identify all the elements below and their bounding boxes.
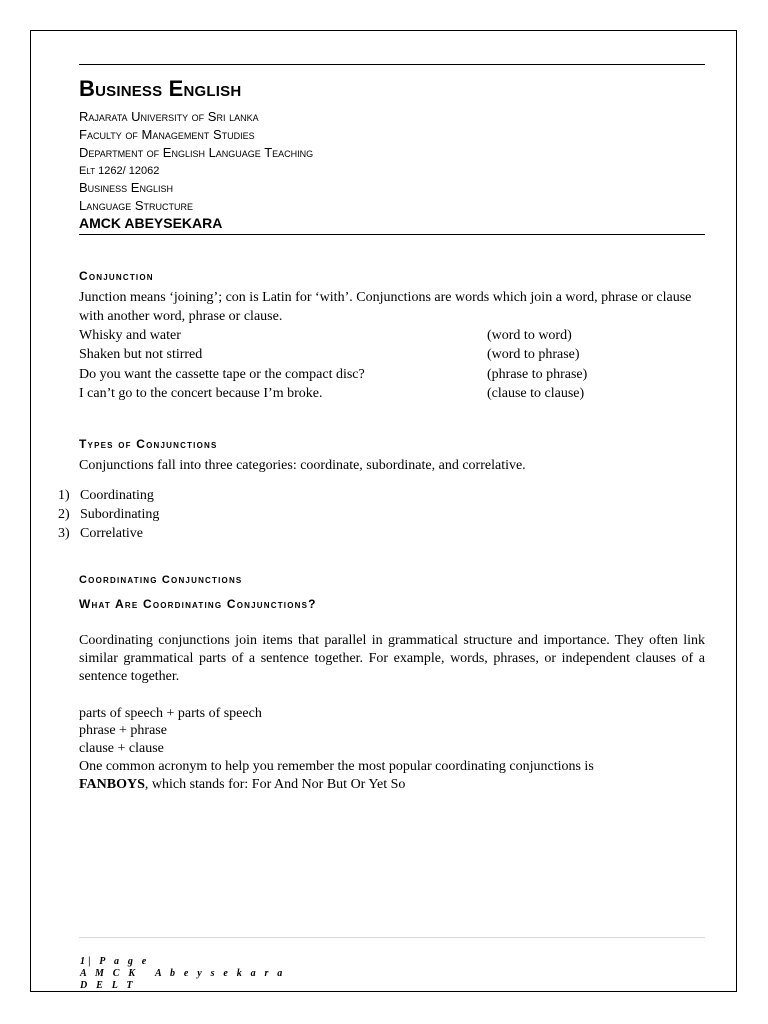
list-item: [58, 505, 159, 524]
acronym-line: [79, 776, 405, 793]
page-number: [80, 956, 149, 968]
conjunction-intro: Junction means ‘joining’; con is Latin for ‘with’. Conjunctions are words which join a word, phrase or clause with another word, phrase or clause.: [79, 290, 692, 324]
list-number: 2): [58, 507, 70, 522]
example-text: Whisky and water: [79, 328, 181, 343]
course-code: Elt 1262/ 12062: [79, 165, 160, 177]
example-row: [79, 384, 705, 403]
faculty-name: Faculty of Management Studies: [79, 127, 255, 142]
list-label: Correlative: [80, 526, 143, 541]
example-text: I can’t go to the concert because I’m broke.: [79, 386, 323, 401]
list-number: 3): [58, 526, 70, 541]
list-item: [58, 524, 143, 543]
example-row: [79, 365, 705, 384]
list-label: Subordinating: [80, 507, 160, 522]
example-type: (word to word): [487, 328, 572, 343]
example-type: (clause to clause): [487, 386, 585, 401]
coordinating-heading: Coordinating Conjunctions: [79, 574, 243, 586]
pattern-line: parts of speech + parts of speech: [79, 706, 262, 721]
acronym-intro: One common acronym to help you remember the most popular coordinating conjunctions is: [79, 759, 594, 774]
header-bottom-rule: [79, 234, 705, 235]
acronym-expansion: , which stands for: For And Nor But Or Yet So: [144, 777, 406, 792]
page-num: 1: [80, 956, 89, 967]
document-title: Business English: [79, 76, 242, 101]
example-text: Shaken but not stirred: [79, 347, 203, 362]
example-type: (word to phrase): [487, 347, 580, 362]
example-row: [79, 326, 705, 345]
coordinating-paragraph: Coordinating conjunctions join items that parallel in grammatical structure and importance. They often link similar grammatical parts of a sentence together. For example, words, phrases, or independent clauses of a sentence together.: [79, 633, 705, 684]
footer-department: D E L T: [80, 980, 136, 991]
footer-rule: [79, 937, 705, 938]
list-label: Coordinating: [80, 488, 154, 503]
list-number: 1): [58, 488, 70, 503]
example-text: Do you want the cassette tape or the compact disc?: [79, 367, 365, 382]
header-top-rule: [79, 64, 705, 65]
author-name: AMCK ABEYSEKARA: [79, 215, 223, 231]
types-intro: Conjunctions fall into three categories: coordinate, subordinate, and correlative.: [79, 458, 526, 473]
list-item: [58, 486, 154, 505]
pattern-line: clause + clause: [79, 741, 164, 756]
acronym: FANBOYS: [79, 777, 145, 792]
types-heading: Types of Conjunctions: [79, 437, 218, 451]
page-label: | P a g e: [88, 956, 150, 967]
course-name: Business English: [79, 180, 173, 195]
example-row: [79, 345, 705, 364]
unit-name: Language Structure: [79, 198, 194, 213]
conjunction-heading: Conjunction: [79, 269, 154, 283]
coordinating-subheading: What Are Coordinating Conjunctions?: [79, 597, 317, 611]
example-type: (phrase to phrase): [487, 367, 588, 382]
university-name: Rajarata University of Sri lanka: [79, 109, 259, 124]
footer-author: A M C K A b e y s e k a r a: [80, 968, 286, 979]
department-name: Department of English Language Teaching: [79, 145, 314, 160]
pattern-line: phrase + phrase: [79, 723, 167, 738]
